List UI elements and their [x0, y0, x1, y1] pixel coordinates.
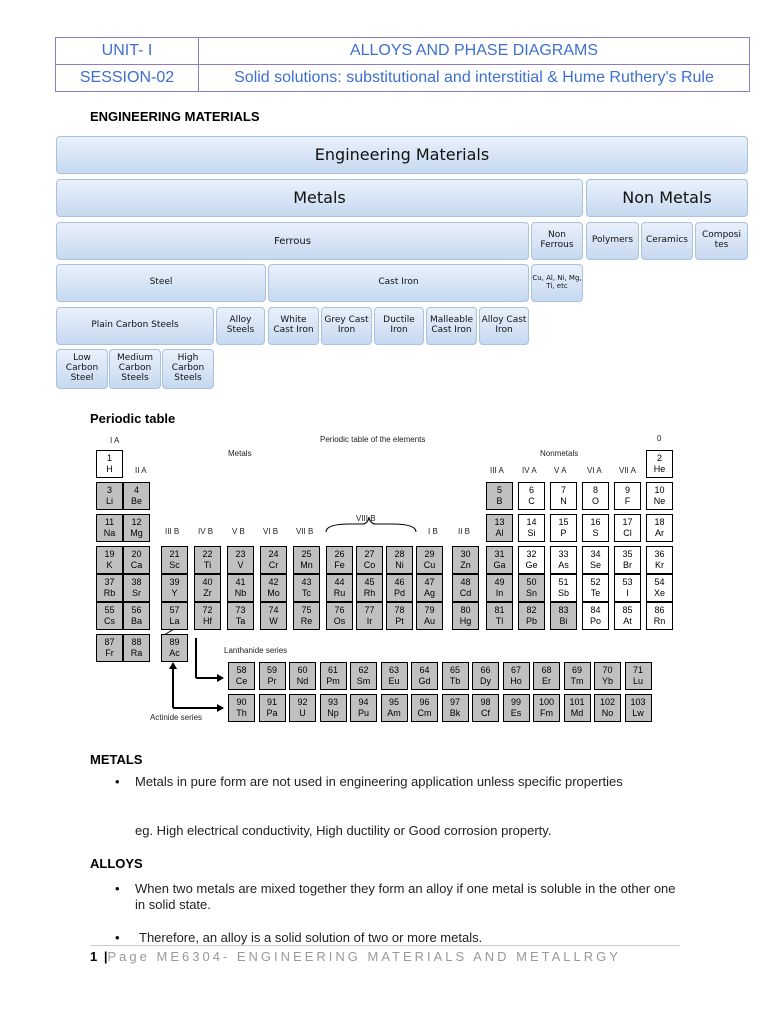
- group-label: I A: [110, 436, 120, 445]
- group-label: VI B: [263, 527, 279, 536]
- element-lu: 71 Lu: [625, 662, 652, 690]
- element-tb: 65 Tb: [442, 662, 469, 690]
- bullet-icon: •: [115, 930, 120, 945]
- element-eu: 63 Eu: [381, 662, 408, 690]
- metals-example: eg. High electrical conductivity, High ductility or Good corrosion property.: [135, 823, 552, 838]
- element-fm: 100 Fm: [533, 694, 560, 722]
- element-in: 49 In: [486, 574, 513, 602]
- element-cd: 48 Cd: [452, 574, 479, 602]
- session-title-cell: Solid solutions: substitutional and interstitial & Hume Ruthery's Rule: [199, 65, 750, 92]
- element-cf: 98 Cf: [472, 694, 499, 722]
- element-ta: 73 Ta: [227, 602, 254, 630]
- element-sb: 51 Sb: [550, 574, 577, 602]
- periodic-table-title: Periodic table of the elements: [320, 435, 426, 444]
- element-os: 76 Os: [326, 602, 353, 630]
- polymers-box: Polymers: [586, 222, 639, 260]
- element-th: 90 Th: [228, 694, 255, 722]
- bullet-icon: •: [115, 774, 120, 789]
- element-rh: 45 Rh: [356, 574, 383, 602]
- lanthanide-label: Lanthanide series: [224, 646, 288, 655]
- element-hg: 80 Hg: [452, 602, 479, 630]
- group-label: IV B: [198, 527, 214, 536]
- element-cm: 96 Cm: [411, 694, 438, 722]
- element-b: 5 B: [486, 482, 513, 510]
- non-metals-box: Non Metals: [586, 179, 748, 217]
- element-np: 93 Np: [320, 694, 347, 722]
- element-gd: 64 Gd: [411, 662, 438, 690]
- element-be: 4 Be: [123, 482, 150, 510]
- element-zn: 30 Zn: [452, 546, 479, 574]
- group-label: IV A: [522, 466, 537, 475]
- element-md: 101 Md: [564, 694, 591, 722]
- element-ge: 32 Ge: [518, 546, 545, 574]
- medium-carbon-steels-box: Medium Carbon Steels: [109, 349, 161, 389]
- unit-title-cell: ALLOYS AND PHASE DIAGRAMS: [199, 38, 750, 65]
- element-am: 95 Am: [381, 694, 408, 722]
- alloys-heading: ALLOYS: [90, 856, 143, 871]
- element-he: 2 He: [646, 450, 673, 478]
- element-tc: 43 Tc: [293, 574, 320, 602]
- group-label: VII A: [619, 466, 636, 475]
- lanthanide-arrowhead: [217, 674, 224, 682]
- element-f: 9 F: [614, 482, 641, 510]
- low-carbon-steel-box: Low Carbon Steel: [56, 349, 108, 389]
- element-tl: 81 Tl: [486, 602, 513, 630]
- element-rb: 37 Rb: [96, 574, 123, 602]
- metals-heading: METALS: [90, 752, 143, 767]
- group-label: V B: [232, 527, 245, 536]
- element-u: 92 U: [289, 694, 316, 722]
- element-as: 33 As: [550, 546, 577, 574]
- group-label: VI A: [587, 466, 602, 475]
- element-pt: 78 Pt: [386, 602, 413, 630]
- bullet-icon: •: [115, 881, 120, 896]
- element-ac: 89 Ac: [161, 634, 188, 662]
- alloys-bullet-2: Therefore, an alloy is a solid solution of two or more metals.: [139, 930, 483, 945]
- element-sm: 62 Sm: [350, 662, 377, 690]
- element-te: 52 Te: [582, 574, 609, 602]
- ductile-iron-box: Ductile Iron: [374, 307, 424, 345]
- element-li: 3 Li: [96, 482, 123, 510]
- malleable-cast-iron-box: Malleable Cast Iron: [426, 307, 477, 345]
- course-title: ME6304- ENGINEERING MATERIALS AND METALLRGY: [156, 949, 621, 964]
- steel-box: Steel: [56, 264, 266, 302]
- high-carbon-steels-box: High Carbon Steels: [162, 349, 214, 389]
- element-mg: 12 Mg: [123, 514, 150, 542]
- element-pa: 91 Pa: [259, 694, 286, 722]
- element-ra: 88 Ra: [123, 634, 150, 662]
- metals-label: Metals: [228, 449, 252, 458]
- cast-iron-box: Cast Iron: [268, 264, 529, 302]
- element-cs: 55 Cs: [96, 602, 123, 630]
- alloy-steels-box: Alloy Steels: [216, 307, 265, 345]
- actinide-label: Actinide series: [150, 713, 203, 722]
- group-label: II B: [458, 527, 471, 536]
- group-label: V A: [554, 466, 567, 475]
- element-br: 35 Br: [614, 546, 641, 574]
- group-label: III B: [165, 527, 180, 536]
- session-cell: SESSION-02: [56, 65, 199, 92]
- element-mn: 25 Mn: [293, 546, 320, 574]
- plain-carbon-steels-box: Plain Carbon Steels: [56, 307, 214, 345]
- page-label: Page: [107, 949, 150, 964]
- periodic-table-heading: Periodic table: [90, 411, 176, 426]
- element-k: 19 K: [96, 546, 123, 574]
- group-label: VII B: [296, 527, 314, 536]
- element-nb: 41 Nb: [227, 574, 254, 602]
- ferrous-box: Ferrous: [56, 222, 529, 260]
- actinide-arrowhead: [217, 704, 224, 712]
- element-c: 6 C: [518, 482, 545, 510]
- element-ca: 20 Ca: [123, 546, 150, 574]
- element-er: 68 Er: [533, 662, 560, 690]
- element-ti: 22 Ti: [194, 546, 221, 574]
- unit-cell: UNIT- I: [56, 38, 199, 65]
- element-co: 27 Co: [356, 546, 383, 574]
- element-pd: 46 Pd: [386, 574, 413, 602]
- element-re: 75 Re: [293, 602, 320, 630]
- group-label: VIII B: [356, 514, 376, 523]
- element-no: 102 No: [594, 694, 621, 722]
- element-ga: 31 Ga: [486, 546, 513, 574]
- element-mo: 42 Mo: [260, 574, 287, 602]
- white-cast-iron-box: White Cast Iron: [268, 307, 319, 345]
- element-bk: 97 Bk: [442, 694, 469, 722]
- element-zr: 40 Zr: [194, 574, 221, 602]
- group-label: III A: [490, 466, 504, 475]
- element-n: 7 N: [550, 482, 577, 510]
- metals-bullet-text: Metals in pure form are not used in engineering application unless specific properties: [135, 774, 623, 789]
- element-fe: 26 Fe: [326, 546, 353, 574]
- element-se: 34 Se: [582, 546, 609, 574]
- element-au: 79 Au: [416, 602, 443, 630]
- alloy-cast-iron-box: Alloy Cast Iron: [479, 307, 529, 345]
- element-sc: 21 Sc: [161, 546, 188, 574]
- nonferrous-examples-box: Cu, Al, Ni, Mg, Ti, etc: [531, 264, 583, 302]
- element-nd: 60 Nd: [289, 662, 316, 690]
- element-o: 8 O: [582, 482, 609, 510]
- engineering-materials-box: Engineering Materials: [56, 136, 748, 174]
- element-ba: 56 Ba: [123, 602, 150, 630]
- element-y: 39 Y: [161, 574, 188, 602]
- element-ho: 67 Ho: [503, 662, 530, 690]
- element-cu: 29 Cu: [416, 546, 443, 574]
- element-cl: 17 Cl: [614, 514, 641, 542]
- element-sr: 38 Sr: [123, 574, 150, 602]
- element-hf: 72 Hf: [194, 602, 221, 630]
- element-ru: 44 Ru: [326, 574, 353, 602]
- element-kr: 36 Kr: [646, 546, 673, 574]
- element-sn: 50 Sn: [518, 574, 545, 602]
- element-at: 85 At: [614, 602, 641, 630]
- element-yb: 70 Yb: [594, 662, 621, 690]
- engineering-materials-heading: ENGINEERING MATERIALS: [90, 109, 260, 124]
- element-fr: 87 Fr: [96, 634, 123, 662]
- element-bi: 83 Bi: [550, 602, 577, 630]
- metals-box: Metals: [56, 179, 583, 217]
- element-h: 1 H: [96, 450, 123, 478]
- actinide-arrowhead-up: [169, 662, 177, 669]
- page-footer: 1 |Page ME6304- ENGINEERING MATERIALS AND METALLRGY: [90, 945, 680, 966]
- element-es: 99 Es: [503, 694, 530, 722]
- element-ag: 47 Ag: [416, 574, 443, 602]
- element-dy: 66 Dy: [472, 662, 499, 690]
- group-label: II A: [135, 466, 147, 475]
- element-p: 15 P: [550, 514, 577, 542]
- element-i: 53 I: [614, 574, 641, 602]
- element-pb: 82 Pb: [518, 602, 545, 630]
- element-ne: 10 Ne: [646, 482, 673, 510]
- grey-cast-iron-box: Grey Cast Iron: [321, 307, 372, 345]
- element-w: 74 W: [260, 602, 287, 630]
- element-pu: 94 Pu: [350, 694, 377, 722]
- nonmetals-label: Nonmetals: [540, 449, 579, 458]
- group-label: I B: [428, 527, 438, 536]
- element-pm: 61 Pm: [320, 662, 347, 690]
- element-s: 16 S: [582, 514, 609, 542]
- element-lw: 103 Lw: [625, 694, 652, 722]
- page-number: 1: [90, 949, 98, 964]
- element-la: 57 La: [161, 602, 188, 630]
- non-ferrous-box: Non Ferrous: [531, 222, 583, 260]
- element-ar: 18 Ar: [646, 514, 673, 542]
- element-po: 84 Po: [582, 602, 609, 630]
- composites-box: Composi tes: [695, 222, 748, 260]
- element-xe: 54 Xe: [646, 574, 673, 602]
- element-na: 11 Na: [96, 514, 123, 542]
- element-tm: 69 Tm: [564, 662, 591, 690]
- ceramics-box: Ceramics: [641, 222, 693, 260]
- element-al: 13 Al: [486, 514, 513, 542]
- element-ce: 58 Ce: [228, 662, 255, 690]
- element-cr: 24 Cr: [260, 546, 287, 574]
- element-si: 14 Si: [518, 514, 545, 542]
- element-pr: 59 Pr: [259, 662, 286, 690]
- group-label: 0: [657, 434, 662, 443]
- element-v: 23 V: [227, 546, 254, 574]
- element-rn: 86 Rn: [646, 602, 673, 630]
- element-ni: 28 Ni: [386, 546, 413, 574]
- element-ir: 77 Ir: [356, 602, 383, 630]
- alloys-bullet-1: When two metals are mixed together they form an alloy if one metal is soluble in the other one in solid state.: [135, 881, 676, 912]
